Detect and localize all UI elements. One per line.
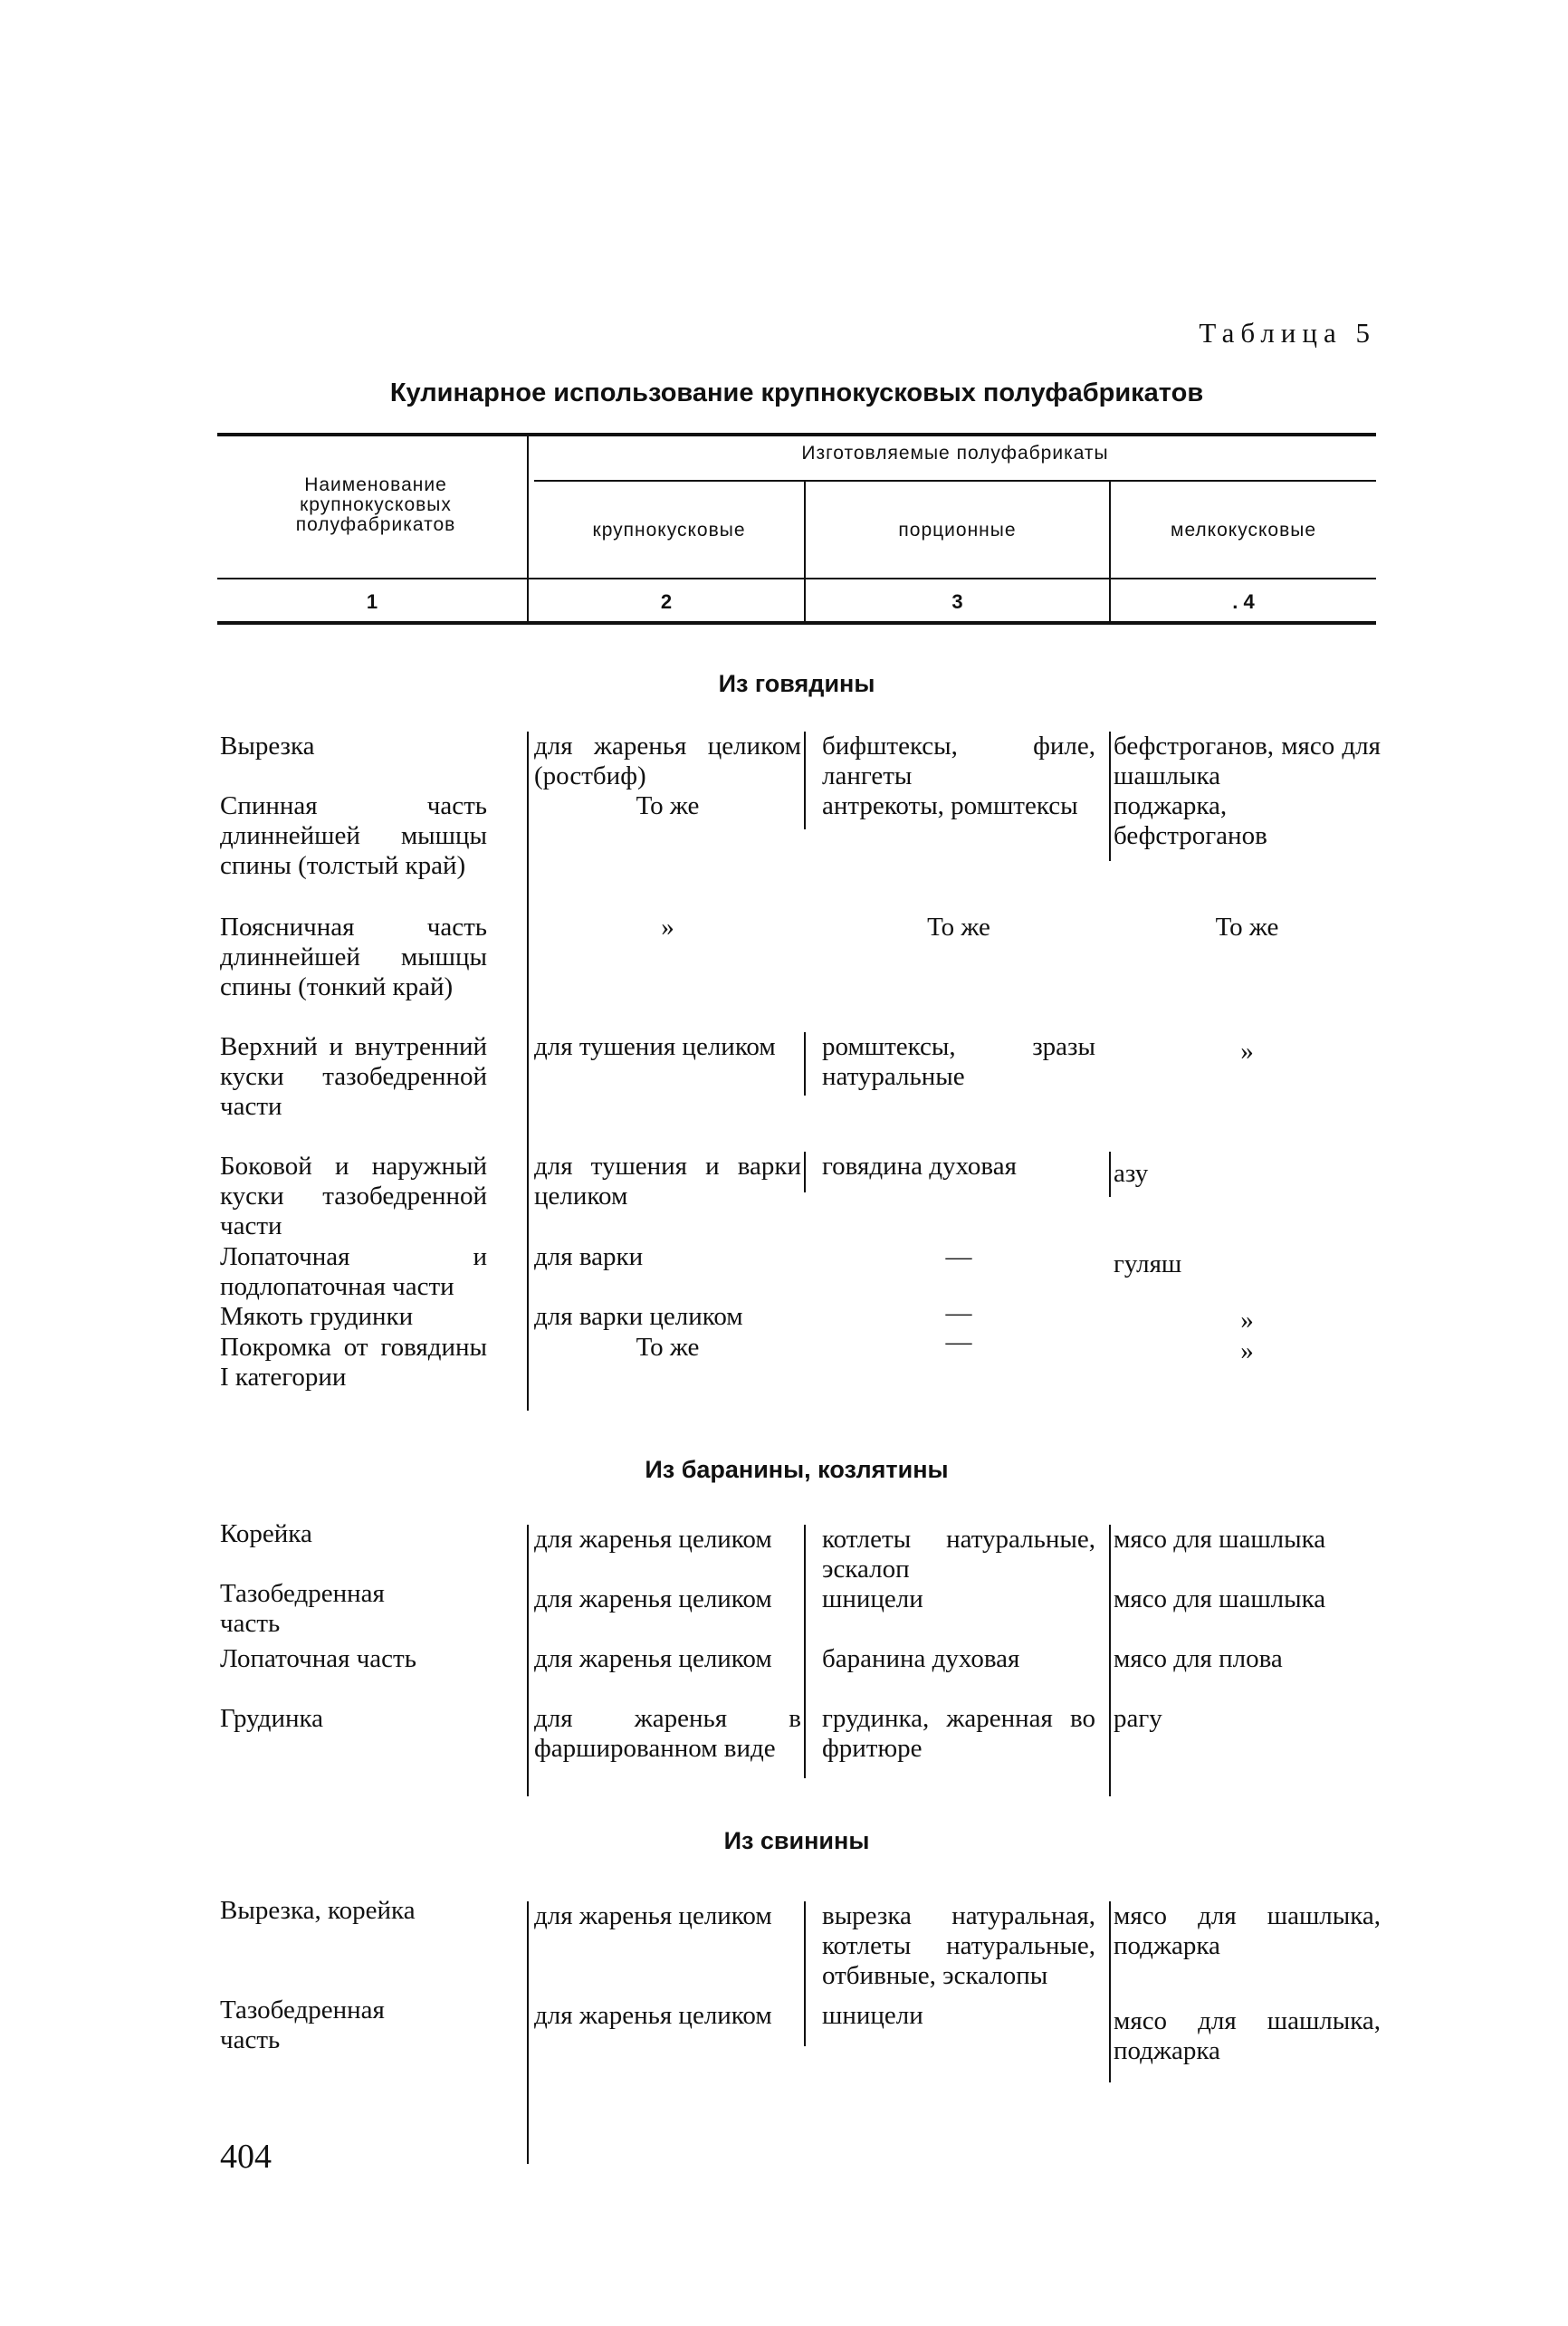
table-row-small: мясо для шашлыка, поджарка bbox=[1114, 1901, 1381, 1960]
column-number-2: 2 bbox=[660, 590, 673, 613]
table-row-portion: вырезка натуральная, котлеты натуральные, отбивные, эскалопы bbox=[822, 1901, 1095, 1990]
column-number-1: 1 bbox=[366, 590, 378, 613]
page-number: 404 bbox=[220, 2138, 272, 2176]
section-title-beef: Из говядины bbox=[718, 670, 875, 697]
table-row-small: азу bbox=[1114, 1159, 1149, 1188]
table-row-portion: грудинка, жаренная во фритюре bbox=[822, 1704, 1095, 1763]
table-row-small: » bbox=[1240, 1037, 1254, 1066]
table-row-small: мясо для плова bbox=[1114, 1644, 1283, 1673]
table-row-small: » bbox=[1240, 1336, 1254, 1365]
section-title-pork: Из свинины bbox=[723, 1827, 870, 1854]
table-row-name: Боковой и наружный куски тазобедренной части bbox=[220, 1152, 487, 1240]
table-row-portion: шницели bbox=[822, 1584, 923, 1613]
table-row-large: для жаренья в фаршированном виде bbox=[534, 1704, 801, 1763]
table-row-name: Мякоть грудинки bbox=[220, 1302, 414, 1331]
table-row-portion: бифштексы, филе, лангеты bbox=[822, 732, 1095, 790]
table-row-name: Спинная часть длиннейшей мышцы спины (толстый край) bbox=[220, 791, 487, 880]
table-row-small: поджарка, бефстроганов bbox=[1114, 791, 1267, 850]
numbers-bottom-rule bbox=[217, 621, 1376, 625]
table-row-name: Лопаточная и подлопаточная части bbox=[220, 1242, 487, 1301]
table-row-small: мясо для шашлыка bbox=[1114, 1584, 1326, 1613]
header-group-produced: Изготовляемые полуфабрикаты bbox=[801, 443, 1109, 464]
group-header-rule bbox=[534, 480, 1376, 482]
beef-divider-2 bbox=[804, 732, 806, 829]
table-row-portion: баранина духовая bbox=[822, 1644, 1020, 1673]
beef-divider-3c bbox=[1109, 1152, 1111, 1197]
beef-divider-1 bbox=[527, 732, 529, 1411]
table-row-portion: — bbox=[945, 1327, 972, 1356]
table-row-name: Корейка bbox=[220, 1519, 312, 1548]
pork-divider-2b bbox=[804, 1999, 806, 2035]
table-row-large: » bbox=[661, 913, 674, 942]
table-row-small: мясо для шашлыка bbox=[1114, 1525, 1326, 1554]
table-row-name: Поясничная часть длиннейшей мышцы спины (тонкий край) bbox=[220, 913, 487, 1001]
beef-divider-2c bbox=[804, 1152, 806, 1192]
lamb-divider-2 bbox=[804, 1525, 806, 1778]
table-row-small: гуляш bbox=[1114, 1249, 1182, 1278]
table-row-large: То же bbox=[636, 791, 700, 820]
table-row-small: рагу bbox=[1114, 1704, 1162, 1733]
beef-divider-3 bbox=[1109, 732, 1111, 861]
table-row-name: Вырезка, корейка bbox=[220, 1896, 416, 1925]
table-row-small: То же bbox=[1215, 913, 1279, 942]
column-number-4: . 4 bbox=[1232, 590, 1255, 613]
table-row-large: для жаренья целиком bbox=[534, 1525, 772, 1554]
table-row-large: для тушения целиком bbox=[534, 1032, 776, 1061]
table-row-large: для жаренья целиком bbox=[534, 1644, 772, 1673]
table-row-portion: То же bbox=[927, 913, 990, 942]
table-row-portion: — bbox=[945, 1242, 972, 1271]
table-row-large: для жаренья целиком (ростбиф) bbox=[534, 732, 801, 790]
table-row-name: Верхний и внутренний куски тазобедренной части bbox=[220, 1032, 487, 1121]
table-row-name: Лопаточная часть bbox=[220, 1644, 416, 1673]
header-col-small: мелкокусковые bbox=[1171, 520, 1316, 541]
table-row-large: для жаренья целиком bbox=[534, 2001, 772, 2030]
table-row-small: » bbox=[1240, 1306, 1254, 1335]
table-row-portion: говядина духовая bbox=[822, 1152, 1017, 1181]
table-row-large: для тушения и варки целиком bbox=[534, 1152, 801, 1211]
lamb-divider-3 bbox=[1109, 1525, 1111, 1796]
pork-divider-3 bbox=[1109, 1901, 1111, 2082]
table-row-name: Грудинка bbox=[220, 1704, 324, 1733]
lamb-divider-1 bbox=[527, 1525, 529, 1796]
table-row-large: для варки целиком bbox=[534, 1302, 743, 1331]
header-col-large: крупнокусковые bbox=[592, 520, 746, 541]
table-row-name: Покромка от говядины I категории bbox=[220, 1333, 487, 1392]
header-col-name: Наименование крупнокусковых полуфабрикатов bbox=[295, 474, 456, 535]
table-row-name: Тазобедренная часть bbox=[220, 1996, 385, 2054]
table-title: Кулинарное использование крупнокусковых полуфабрикатов bbox=[389, 378, 1204, 407]
table-row-portion: ромштексы, зразы натуральные bbox=[822, 1032, 1095, 1091]
table-row-name: Вырезка bbox=[220, 732, 315, 761]
header-col-portion: порционные bbox=[898, 520, 1017, 541]
table-top-rule bbox=[217, 433, 1376, 436]
pork-divider-1 bbox=[527, 1901, 529, 2164]
table-row-portion: антрекоты, ромштексы bbox=[822, 791, 1078, 820]
table-row-portion: котлеты натуральные, эскалоп bbox=[822, 1525, 1095, 1584]
header-bottom-rule bbox=[217, 578, 1376, 579]
table-label: Таблица 5 bbox=[1199, 317, 1376, 349]
table-row-portion: шницели bbox=[822, 2001, 923, 2030]
table-row-large: для варки bbox=[534, 1242, 644, 1271]
table-row-small: мясо для шашлыка, поджарка bbox=[1114, 2006, 1381, 2065]
table-row-small: бефстроганов, мясо для шашлыка bbox=[1114, 732, 1381, 790]
section-title-lamb: Из баранины, козлятины bbox=[645, 1456, 949, 1483]
table-row-large: То же bbox=[636, 1333, 700, 1362]
column-number-3: 3 bbox=[951, 590, 963, 613]
table-row-large: для жаренья целиком bbox=[534, 1584, 772, 1613]
table-row-large: для жаренья целиком bbox=[534, 1901, 772, 1930]
table-row-name: Тазобедренная часть bbox=[220, 1579, 385, 1638]
table-row-portion: — bbox=[945, 1298, 972, 1327]
beef-divider-2b bbox=[804, 1032, 806, 1096]
